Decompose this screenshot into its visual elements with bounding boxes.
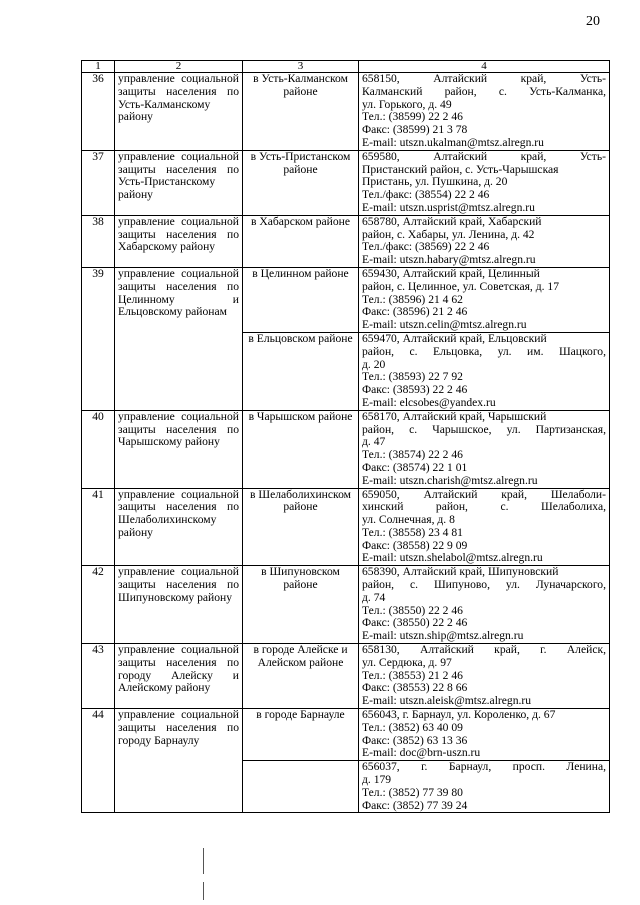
margin-mark (203, 848, 204, 874)
address-line: E-mail: utszn.ukalman@mtsz.alregn.ru (362, 135, 544, 149)
district-cell: в Целинном районе (243, 267, 359, 332)
district-cell: в Чарышском районе (243, 410, 359, 488)
address-line: ул. Сердюка, д. 97 (362, 655, 452, 669)
table-row (82, 410, 610, 488)
address-line: Тел./факс: (38569) 22 2 46 (362, 240, 490, 254)
table-row (82, 215, 610, 267)
address-line: E-mail: doc@brn-uszn.ru (362, 746, 481, 760)
department-cell: управление социальной защиты населения по Хабарскому району (115, 215, 243, 267)
table-header-row (82, 61, 610, 73)
department-cell: управление социальной защиты населения по Усть-Пристанскому району (115, 150, 243, 215)
district-cell: в Хабарском районе (243, 215, 359, 267)
district-cell: в Шипуновском районе (243, 566, 359, 644)
address-cell (359, 150, 610, 215)
department-cell: управление социальной защиты населения по Целинному и Ельцовскому районам (115, 267, 243, 410)
row-number-cell: 44 (82, 709, 115, 813)
address-line: д. 20 (362, 357, 386, 371)
table-row (82, 150, 610, 215)
address-line: ул. Горького, д. 49 (362, 97, 452, 111)
row-number-cell: 40 (82, 410, 115, 488)
address-line: Факс: (38550) 22 2 46 (362, 616, 468, 630)
table-row (82, 566, 610, 644)
address-line: 656043, г. Барнаул, ул. Короленко, д. 67 (362, 708, 556, 722)
address-cell (359, 267, 610, 332)
column-header: 4 (359, 61, 610, 73)
page-number: 20 (586, 14, 600, 29)
office-directory-table (81, 60, 610, 813)
table-row (82, 73, 610, 151)
department-cell: управление социальной защиты населения по городу Барнаулу (115, 709, 243, 813)
table-row (82, 709, 610, 761)
address-line: Тел.: (38596) 21 4 62 (362, 292, 463, 306)
address-line: E-mail: utszn.ship@mtsz.alregn.ru (362, 629, 524, 643)
district-cell: в Усть-Пристанском районе (243, 150, 359, 215)
address-line: район, с. Ельцовка, ул. им. Шацкого, (362, 344, 606, 358)
address-line: 658130, Алтайский край, г. Алейск, (362, 643, 606, 657)
address-line: 658780, Алтайский край, Хабарский (362, 215, 542, 228)
address-cell (359, 215, 610, 267)
address-cell (359, 761, 610, 813)
address-line: Тел./факс: (38554) 22 2 46 (362, 188, 490, 202)
address-cell (359, 73, 610, 151)
address-line: E-mail: utszn.celin@mtsz.alregn.ru (362, 318, 527, 332)
address-line: 659050, Алтайский край, Шелаболи- (362, 488, 606, 501)
address-line: Тел.: (38593) 22 7 92 (362, 370, 463, 384)
address-line: Тел.: (38558) 23 4 81 (362, 525, 463, 539)
district-cell: в Усть-Калманском районе (243, 73, 359, 151)
address-line: Тел.: (38599) 22 2 46 (362, 110, 463, 124)
row-number-cell: 39 (82, 267, 115, 410)
address-line: д. 74 (362, 590, 386, 604)
address-line: хинский район, с. Шелаболиха, (362, 500, 606, 514)
address-line: 659470, Алтайский край, Ельцовский (362, 332, 547, 345)
address-line: Факс: (38553) 22 8 66 (362, 681, 468, 695)
address-line: Тел.: (38553) 21 2 46 (362, 668, 463, 682)
address-line: Факс: (38593) 22 2 46 (362, 383, 468, 397)
address-line: Калманский район, с. Усть-Калманка, (362, 84, 606, 98)
address-cell (359, 566, 610, 644)
district-cell: в Шелаболихинском районе (243, 488, 359, 566)
address-line: Факс: (38599) 21 3 78 (362, 123, 468, 137)
address-cell (359, 332, 610, 410)
address-cell (359, 410, 610, 488)
address-line: Тел.: (38550) 22 2 46 (362, 603, 463, 617)
address-line: Факс: (3852) 77 39 24 (362, 798, 468, 812)
address-line: 659430, Алтайский край, Целинный (362, 267, 540, 280)
address-line: Факс: (38574) 22 1 01 (362, 460, 468, 474)
address-line: Пристанский район, с. Усть-Чарышская (362, 162, 559, 176)
address-line: район, с. Хабары, ул. Ленина, д. 42 (362, 227, 535, 241)
address-line: Факс: (3852) 63 13 36 (362, 733, 468, 747)
address-line: д. 47 (362, 435, 386, 449)
address-cell (359, 488, 610, 566)
address-line: ул. Солнечная, д. 8 (362, 513, 455, 527)
table-row (82, 267, 610, 332)
address-line: район, с. Целинное, ул. Советская, д. 17 (362, 279, 560, 293)
table-row (82, 488, 610, 566)
address-line: E-mail: utszn.aleisk@mtsz.alregn.ru (362, 694, 532, 708)
department-cell: управление социальной защиты населения по Чарышскому району (115, 410, 243, 488)
address-line: 656037, г. Барнаул, просп. Ленина, (362, 760, 606, 774)
margin-mark (203, 882, 204, 900)
row-number-cell: 42 (82, 566, 115, 644)
district-cell: в городе Алейске и Алейском районе (243, 644, 359, 709)
address-line: Факс: (38596) 21 2 46 (362, 305, 468, 319)
address-cell (359, 644, 610, 709)
table-row (82, 644, 610, 709)
address-line: Тел.: (3852) 63 40 09 (362, 720, 463, 734)
row-number-cell: 38 (82, 215, 115, 267)
row-number-cell: 36 (82, 73, 115, 151)
table-body (82, 73, 610, 813)
address-line: Тел.: (38574) 22 2 46 (362, 448, 463, 462)
column-header: 2 (115, 61, 243, 73)
column-header: 3 (243, 61, 359, 73)
address-line: E-mail: utszn.charish@mtsz.alregn.ru (362, 473, 538, 487)
address-line: E-mail: utszn.habary@mtsz.alregn.ru (362, 253, 536, 267)
district-cell (243, 761, 359, 813)
address-line: E-mail: elcsobes@yandex.ru (362, 395, 496, 409)
row-number-cell: 41 (82, 488, 115, 566)
department-cell: управление социальной защиты населения по городу Алейску и Алейскому району (115, 644, 243, 709)
address-line: E-mail: utszn.shelabol@mtsz.alregn.ru (362, 551, 543, 565)
address-line: район, с. Шипуново, ул. Луначарского, (362, 578, 606, 592)
address-line: E-mail: utszn.usprist@mtsz.alregn.ru (362, 200, 535, 214)
address-line: Пристань, ул. Пушкина, д. 20 (362, 175, 508, 189)
department-cell: управление социальной защиты населения по Усть-Калманскому району (115, 73, 243, 151)
column-header: 1 (82, 61, 115, 73)
row-number-cell: 43 (82, 644, 115, 709)
department-cell: управление социальной защиты населения по Шипуновскому району (115, 566, 243, 644)
address-line: Факс: (38558) 22 9 09 (362, 538, 468, 552)
address-line: 659580, Алтайский край, Усть- (362, 150, 606, 163)
address-line: 658170, Алтайский край, Чарышский (362, 410, 547, 423)
district-cell: в Ельцовском районе (243, 332, 359, 410)
address-line: Тел.: (3852) 77 39 80 (362, 785, 463, 799)
address-cell (359, 709, 610, 761)
address-line: д. 179 (362, 773, 392, 787)
address-line: 658390, Алтайский край, Шипуновский (362, 565, 559, 579)
address-line: район, с. Чарышское, ул. Партизанская, (362, 422, 606, 436)
address-line: 658150, Алтайский край, Усть- (362, 72, 606, 85)
district-cell: в городе Барнауле (243, 709, 359, 761)
row-number-cell: 37 (82, 150, 115, 215)
department-cell: управление социальной защиты населения по Шелаболихинскому району (115, 488, 243, 566)
